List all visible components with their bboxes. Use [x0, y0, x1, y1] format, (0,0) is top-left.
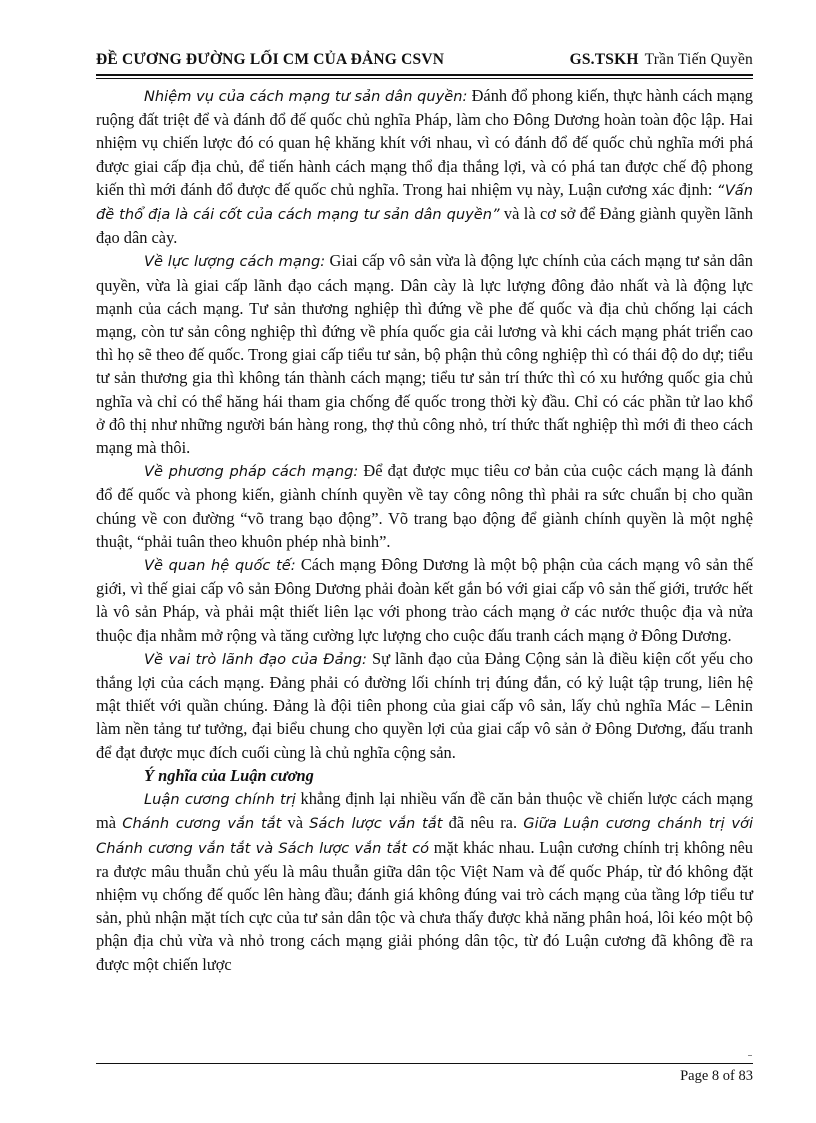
paragraph-task [96, 84, 753, 249]
italic-ref: Sách lược vắn tắt [309, 815, 443, 833]
section-heading: Ý nghĩa của Luận cương [144, 765, 314, 785]
paragraph-international [96, 553, 753, 647]
header-rule-thin [96, 78, 753, 79]
paragraph-lead: Về phương pháp cách mạng: [144, 463, 359, 481]
paragraph-method [96, 459, 753, 553]
italic-ref: Giữa Luận cương chánh trị với Chánh cương vắn tắt và Sách lược vắn tắt có [96, 815, 754, 857]
paragraph-forces [96, 249, 753, 459]
paragraph-text: mặt khác nhau. Luận cương chính trị không nêu ra được mâu thuẫn chủ yếu là mâu thuẫn giữa dân tộc Việt Nam và đế quốc Pháp, từ đó không đặt nhiệm vụ chống đế quốc lên hàng đầu; đánh giá không đúng vai trò cách mạng của tầng lớp tiểu tư sản, phủ nhận mặt tích cực của tư sản dân tộc và chưa thấy được khả năng phân hoá, lôi kéo một bộ phận địa chủ vừa và nhỏ trong cách mạng giải phóng dân tộc, từ đó Luận cương đã không đề ra được một chiến lược [96, 837, 754, 974]
paragraph-text: Sự lãnh đạo của Đảng Cộng sản là điều kiện cốt yếu cho thắng lợi của cách mạng. Đảng phải có đường lối chính trị đúng đắn, có kỷ luật tập trung, liên hệ mật thiết với quần chúng. Đảng là đội tiên phong của giai cấp vô sản, lấy chủ nghĩa Mác – Lênin làm nền tảng tư tưởng, đại biểu chung cho quyền lợi của giai cấp vô sản ở Đông Dương, đấu tranh để đạt được mục đích cuối cùng là chủ nghĩa cộng sản. [96, 648, 753, 762]
page-header [96, 51, 753, 75]
paragraph-lead: Nhiệm vụ của cách mạng tư sản dân quyền: [144, 88, 468, 105]
paragraph-text: đã nêu ra. [442, 813, 524, 833]
paragraph-text: Đánh đổ phong kiến, thực hành cách mạng ruộng đất triệt để và đánh đổ đế quốc chủ nghĩa Pháp, làm cho Đông Dương hoàn toàn độc lập. Hai nhiệm vụ chiến lược đó có quan hệ khăng khít với nhau, vì có đánh đổ đế quốc chủ nghĩa mới phá được giai cấp địa chủ, để tiến hành cách mạng thổ địa thắng lợi, và có phá tan được chế độ phong kiến thì mới đánh đổ được đế quốc chủ nghĩa. Trong hai nhiệm vụ này, Luận cương xác định: [96, 86, 754, 199]
quote: “Vấn đề thổ địa là cái cốt của cách mạng tư sản dân quyền” [96, 181, 753, 224]
paragraph-lead: Về vai trò lãnh đạo của Đảng: [144, 650, 367, 668]
paragraph-leadership [96, 647, 753, 764]
paragraph-text: khẳng định lại nhiều vấn đề căn bản thuộc về chiến lược cách mạng mà [96, 789, 753, 833]
paragraph-text: Để đạt được mục tiêu cơ bản của cuộc cách mạng là đánh đổ đế quốc và phong kiến, giành chính quyền về tay công nông thì phải ra sức chuẩn bị cho quần chúng về con đường “võ trang bạo động”. Võ trang bạo động để giành chính quyền là một nghệ thuật, “phải tuân theo khuôn phép nhà binh”. [96, 461, 753, 551]
footer-mark [748, 1055, 752, 1056]
paragraph-text: và [281, 813, 310, 833]
italic-ref: Chánh cương vắn tắt [122, 815, 282, 833]
paragraph-lead: Về quan hệ quốc tế: [144, 557, 296, 575]
header-rule [96, 74, 753, 76]
paragraph-significance [96, 787, 753, 976]
paragraph-text: Cách mạng Đông Dương là một bộ phận của cách mạng vô sản thế giới, vì thế giai cấp vô sản Đông Dương phải đoàn kết gắn bó với giai cấp vô sản thế giới, trước hết là vô sản Pháp, và phải mật thiết liên lạc với phong trào cách mạng ở các nước thuộc địa và nửa thuộc địa nhằm mở rộng và tăng cường lực lượng cho cuộc đấu tranh cách mạng ở Đông Dương. [96, 555, 753, 645]
paragraph-tail: và là cơ sở để Đảng giành quyền lãnh đạo dân cày. [96, 204, 753, 248]
author-name: Trần Tiến Quyền [644, 51, 753, 68]
author-title: GS.TSKH [569, 51, 639, 68]
italic-ref: Luận cương chính trị [144, 791, 296, 809]
paragraph-text: Giai cấp vô sản vừa là động lực chính của cách mạng tư sản dân quyền, vừa là giai cấp lãnh đạo cách mạng. Dân cày là lực lượng đông đảo nhất và là động lực mạnh của cách mạng. Tư sản thương nghiệp thì đứng về phe đế quốc và địa chủ chống lại cách mạng, còn tư sản công nghiệp thì đứng về phía quốc gia cải lương và khi cách mạng phát triển cao thì họ sẽ theo đế quốc. Trong giai cấp tiểu tư sản, bộ phận thủ công nghiệp thì có thái độ do dự; tiểu tư sản thương gia thì không tán thành cách mạng; tiểu tư sản trí thức thì có xu hướng quốc gia chủ nghĩa và chỉ có thể hăng hái tham gia chống đế quốc trong thời kỳ đầu. Chỉ có các phần tử lao khổ ở đô thị như những người bán hàng rong, thợ thủ công nhỏ, trí thức thất nghiệp thì mới đi theo cách mạng mà thôi. [96, 251, 753, 458]
body-text [96, 84, 753, 976]
footer-rule [96, 1063, 753, 1064]
page-number: Page 8 of 83 [680, 1068, 753, 1084]
header-title: ĐỀ CƯƠNG ĐƯỜNG LỐI CM CỦA ĐẢNG CSVN [96, 51, 445, 68]
paragraph-lead: Về lực lượng cách mạng: [144, 253, 326, 271]
header-author [570, 51, 753, 69]
